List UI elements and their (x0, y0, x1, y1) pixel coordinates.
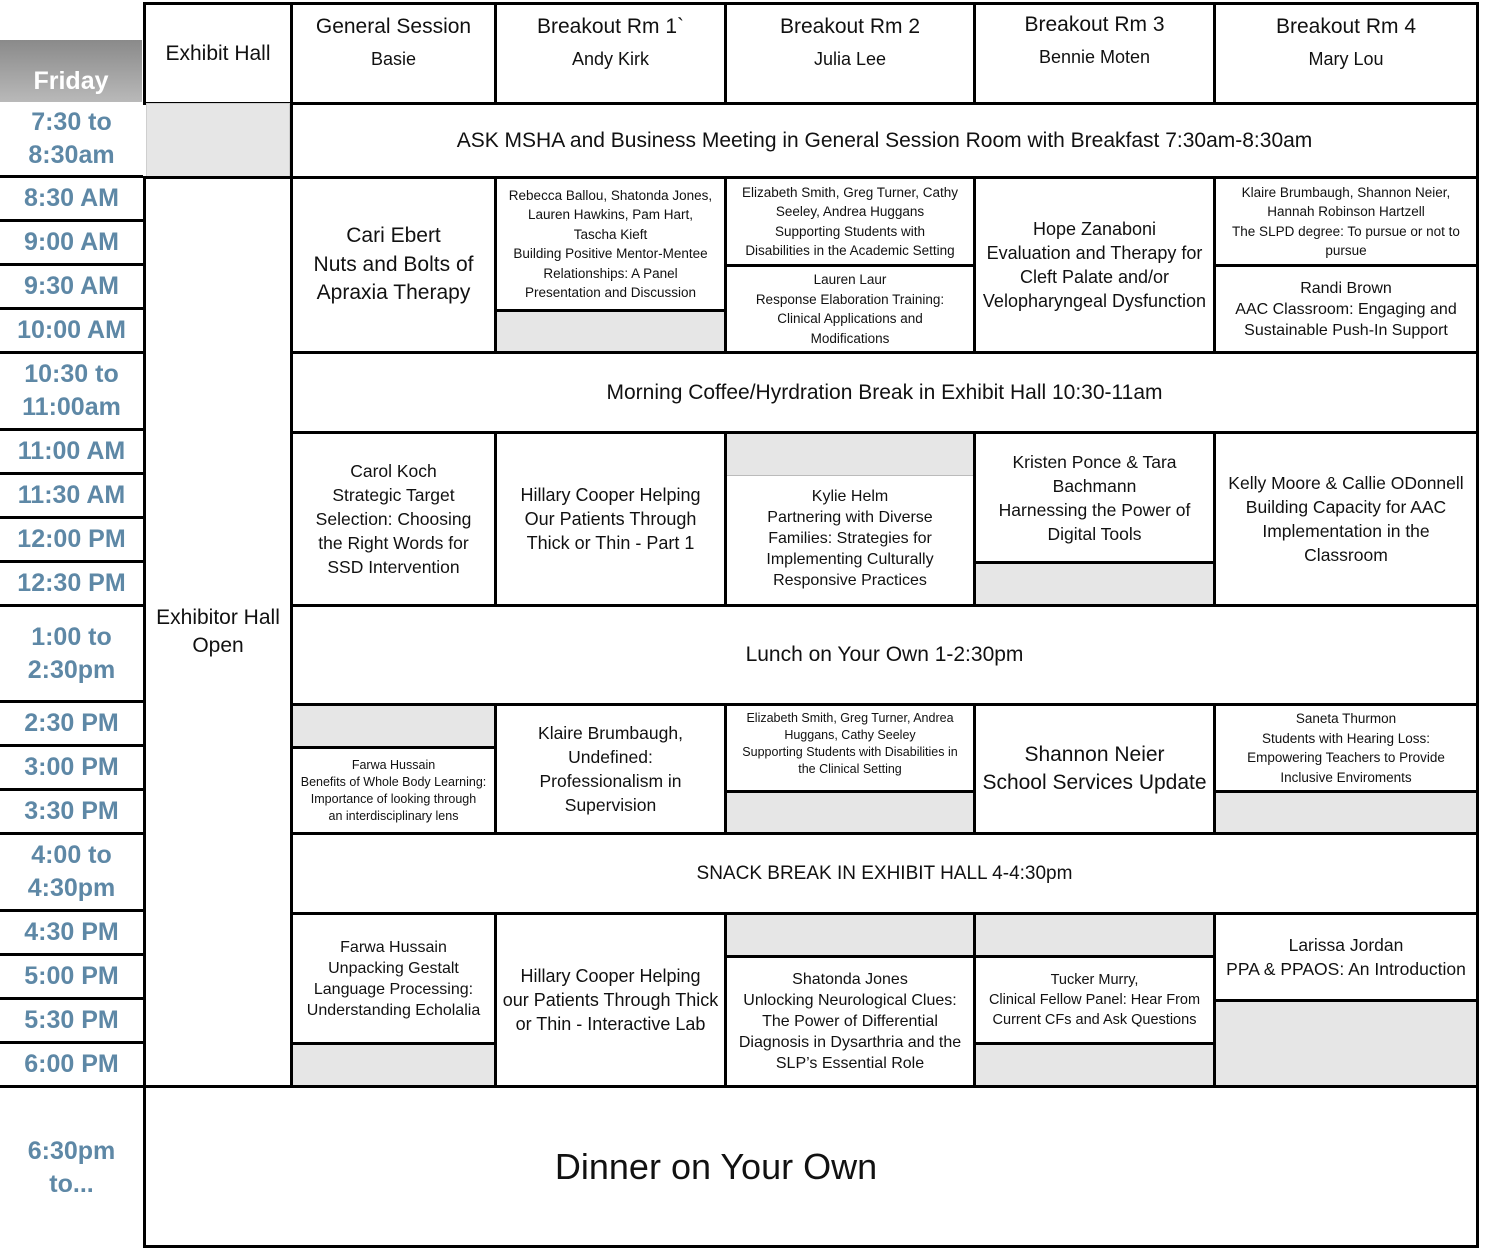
session-r4-aac-classroom (1213, 264, 1479, 354)
session-r1-mentor-mentee (494, 176, 727, 312)
time-slot-0900 (0, 222, 143, 266)
session-line: Partnering with Diverse (767, 509, 933, 526)
time-slot-1200 (0, 519, 143, 563)
session-line: Klaire Brumbaugh, Shannon Neier, (1241, 184, 1451, 200)
time-slot-1730 (0, 1000, 143, 1044)
session-line: Benefits of Whole Body Learning: (300, 774, 487, 789)
session-line: Saneta Thurmon (1295, 711, 1397, 726)
time-line: 7:30 to (31, 107, 112, 136)
session-line: or Thin - Interactive Lab (515, 1014, 706, 1034)
time-slot-1300 (0, 607, 143, 703)
session-line: Lauren Laur (813, 272, 887, 287)
session-r4-hearing-loss (1213, 703, 1479, 793)
session-line: Clinical Applications and (777, 311, 923, 326)
session-line: The SLPD degree: To pursue or not to (1232, 223, 1460, 239)
session-line: Response Elaboration Training: (755, 291, 945, 307)
session-line: Presentation and Discussion (524, 285, 697, 300)
time-slot-0830 (0, 178, 143, 222)
day-label (0, 40, 142, 102)
session-r4-building-capacity-aac (1213, 431, 1479, 607)
room-name: Bennie Moten (1038, 47, 1151, 67)
session-line: Empowering Teachers to Provide (1247, 750, 1445, 765)
time-slot-1000 (0, 310, 143, 354)
session-line: Elizabeth Smith, Greg Turner, Andrea (746, 711, 954, 725)
session-line: Velopharyngeal Dysfunction (982, 291, 1207, 311)
session-gs-pm2-empty (290, 1042, 497, 1088)
time-line: 4:30pm (27, 874, 116, 902)
session-gs-gestalt-language (290, 912, 497, 1045)
session-r1-hillary-cooper-part1 (494, 431, 727, 607)
session-line: Sustainable Push-In Support (1244, 321, 1448, 339)
time-line: 4:00 to (31, 841, 112, 869)
session-line: Current CFs and Ask Questions (992, 1012, 1197, 1028)
time-text: 3:00 PM (24, 753, 119, 781)
session-line: AAC Classroom: Engaging and (1235, 300, 1457, 318)
session-line: Importance of looking through (310, 791, 477, 806)
session-line: Digital Tools (1047, 523, 1142, 544)
session-line: Selection: Choosing (315, 509, 472, 529)
session-line: Klaire Brumbaugh, (538, 723, 683, 743)
session-r2-neurological-clues (724, 955, 976, 1088)
header-exhibit-hall (143, 2, 293, 105)
session-line: Unpacking Gestalt (328, 959, 459, 977)
session-line: Farwa Hussain (340, 938, 447, 956)
header-general-session (290, 2, 497, 105)
session-line: Tascha Kieft (573, 226, 648, 242)
session-line: Shannon Neier (1024, 742, 1165, 766)
session-gs-cari-ebert (290, 176, 497, 354)
session-line: Hillary Cooper Helping (520, 966, 701, 986)
session-line: Relationships: A Panel (543, 265, 678, 281)
time-text: 5:00 PM (24, 962, 119, 990)
session-line: Hope Zanaboni (1032, 219, 1157, 239)
session-line: Harnessing the Power of (998, 499, 1191, 520)
session-gs-pm1-empty (290, 703, 497, 749)
time-text: 9:30 AM (24, 272, 119, 300)
session-line: Hillary Cooper Helping (520, 485, 701, 505)
room-title: Breakout Rm 4 (1275, 15, 1417, 38)
session-r4-slpd-degree (1213, 176, 1479, 267)
session-line: Nuts and Bolts of (313, 252, 474, 276)
session-line: Strategic Target (332, 485, 455, 505)
session-line: Understanding Echolalia (306, 1001, 481, 1019)
session-line: pursue (1325, 243, 1367, 258)
time-slot-1830 (0, 1088, 143, 1248)
session-r3-pm2-empty-bottom (973, 1042, 1216, 1088)
exhibitor-hall-open (143, 176, 293, 1088)
time-slot-1130 (0, 475, 143, 519)
time-line: to... (49, 1170, 94, 1198)
session-line: SSD Intervention (327, 557, 460, 577)
session-line: Seeley, Andrea Huggans (775, 204, 925, 219)
session-line: Carol Koch (350, 461, 437, 481)
header-breakout-3 (973, 2, 1216, 105)
session-r3-school-services (973, 703, 1216, 835)
session-r1-am-empty (494, 309, 727, 354)
session-line: Our Patients Through (524, 509, 697, 529)
room-title: Breakout Rm 2 (779, 15, 921, 38)
session-line: Lauren Hawkins, Pam Hart, (527, 207, 694, 222)
time-slot-1600 (0, 835, 143, 912)
session-line: Larissa Jordan (1288, 935, 1404, 955)
session-r2-pm1-empty (724, 790, 976, 835)
time-slot-1800 (0, 1044, 143, 1088)
session-r2-response-elaboration (724, 264, 976, 354)
session-r2-pm2-empty (724, 912, 976, 958)
session-r3-digital-tools (973, 431, 1216, 564)
time-text: 11:00 AM (17, 437, 126, 465)
time-line: 11:00am (22, 393, 121, 421)
time-slot-1100 (0, 431, 143, 475)
session-line: Responsive Practices (773, 572, 927, 589)
time-text: 11:30 AM (17, 481, 126, 509)
session-line: our Patients Through Thick (502, 990, 719, 1010)
session-line: Unlocking Neurological Clues: (743, 992, 957, 1009)
time-text: 5:30 PM (24, 1006, 119, 1034)
time-text: 12:00 PM (17, 525, 126, 553)
session-line: Classroom (1304, 545, 1388, 565)
session-line: Huggans, Cathy Seeley (784, 728, 916, 742)
time-line: 2:30pm (27, 655, 116, 684)
band-ask-msha-text: ASK MSHA and Business Meeting in General Session Room with Breakfast 7:30am-8:30am (456, 128, 1313, 152)
session-r3-hope-zanaboni (973, 176, 1216, 354)
session-line: Kelly Moore & Callie ODonnell (1228, 473, 1464, 493)
session-r4-pm2-empty (1213, 999, 1479, 1088)
time-slot-1030 (0, 354, 143, 431)
session-line: Building Positive Mentor-Mentee (513, 246, 708, 261)
session-line: Inclusive Enviroments (1280, 769, 1412, 785)
time-line: 6:30pm (27, 1137, 116, 1165)
session-line: Tucker Murry, (1050, 972, 1139, 988)
time-slot-1700 (0, 956, 143, 1000)
session-line: Cleft Palate and/or (1019, 267, 1170, 287)
exhibit-hall-0730-empty (146, 103, 290, 178)
session-line: Hannah Robinson Hartzell (1267, 204, 1425, 219)
session-line: Building Capacity for AAC (1245, 497, 1447, 517)
session-line: Rebecca Ballou, Shatonda Jones, (508, 187, 713, 203)
session-line: Disabilities in the Academic Setting (745, 243, 955, 258)
room-name: Andy Kirk (571, 49, 650, 69)
time-slot-1500 (0, 747, 143, 791)
session-line: SLP’s Essential Role (775, 1055, 925, 1072)
session-line: Modifications (810, 330, 890, 346)
time-slot-0730 (0, 102, 143, 178)
band-ask-msha (290, 102, 1479, 179)
session-line: the Clinical Setting (798, 762, 902, 776)
session-line: Elizabeth Smith, Greg Turner, Cathy (741, 184, 959, 200)
session-line: the Right Words for (318, 533, 469, 553)
time-text: 3:30 PM (24, 797, 119, 825)
session-r2-clinical-setting (724, 703, 976, 793)
session-line: School Services Update (982, 771, 1207, 794)
session-line: Clinical Fellow Panel: Hear From (988, 992, 1201, 1008)
time-slot-0930 (0, 266, 143, 310)
day-label-text: Friday (33, 67, 109, 95)
session-line: Families: Strategies for (768, 530, 932, 547)
session-line: Implementing Culturally (766, 551, 934, 568)
session-gs-carol-koch (290, 431, 497, 607)
band-lunch (290, 604, 1479, 706)
exhibit-open-line: Open (192, 634, 244, 657)
session-line: Bachmann (1052, 475, 1137, 496)
session-line: PPA & PPAOS: An Introduction (1226, 959, 1466, 979)
time-slot-1630 (0, 912, 143, 956)
time-text: 8:30 AM (24, 184, 119, 212)
room-name: Mary Lou (1308, 49, 1384, 69)
session-line: Professionalism in (539, 771, 682, 791)
time-line: 10:30 to (24, 360, 119, 388)
session-line: Kristen Ponce & Tara (1012, 451, 1177, 472)
session-r1-hillary-cooper-lab (494, 912, 727, 1088)
band-lunch-text: Lunch on Your Own 1-2:30pm (745, 643, 1024, 666)
band-dinner-text: Dinner on Your Own (554, 1145, 878, 1187)
time-slot-1530 (0, 791, 143, 835)
session-line: Apraxia Therapy (316, 281, 471, 305)
time-line: 8:30am (28, 140, 115, 169)
session-line: Undefined: (568, 747, 653, 767)
session-line: Shatonda Jones (792, 971, 908, 988)
time-text: 6:00 PM (24, 1050, 119, 1078)
band-morning-coffee-text: Morning Coffee/Hyrdration Break in Exhibit Hall 10:30-11am (606, 380, 1163, 404)
session-line: Supporting Students with Disabilities in (742, 745, 958, 759)
session-r3-clinical-fellow-panel (973, 955, 1216, 1045)
time-line: 1:00 to (31, 622, 112, 651)
session-line: Kylie Helm (811, 488, 889, 505)
session-line: Students with Hearing Loss: (1261, 730, 1431, 746)
time-text: 4:30 PM (24, 918, 119, 946)
band-snack-text: SNACK BREAK IN EXHIBIT HALL 4-4:30pm (696, 862, 1073, 884)
session-line: Supporting Students with (774, 223, 926, 239)
time-slot-1230 (0, 563, 143, 607)
time-text: 9:00 AM (24, 228, 119, 256)
session-r2-kylie-helm (724, 473, 976, 607)
room-title: Breakout Rm 1` (536, 15, 685, 38)
band-dinner (143, 1085, 1479, 1248)
header-breakout-2 (724, 2, 976, 105)
session-line: an interdisciplinary lens (328, 808, 459, 823)
session-line: Evaluation and Therapy for (986, 243, 1203, 263)
session-r3-mid-empty (973, 561, 1216, 607)
session-r1-professionalism-supervision (494, 703, 727, 835)
room-name: Julia Lee (813, 49, 887, 69)
time-slot-1430 (0, 703, 143, 747)
session-line: Thick or Thin - Part 1 (526, 533, 695, 553)
session-line: Implementation in the (1262, 521, 1430, 541)
exhibit-open-line: Exhibitor Hall (156, 605, 280, 629)
session-line: The Power of Differential (762, 1013, 938, 1030)
header-breakout-1 (494, 2, 727, 105)
header-exhibit-hall-label: Exhibit Hall (165, 41, 271, 65)
session-line: Language Processing: (313, 980, 474, 998)
band-morning-coffee (290, 351, 1479, 434)
room-name: Basie (370, 49, 417, 69)
session-r2-mid-empty (724, 431, 976, 476)
session-line: Diagnosis in Dysarthria and the (738, 1034, 962, 1051)
session-r3-pm2-empty-top (973, 912, 1216, 958)
session-line: Farwa Hussain (351, 757, 436, 772)
time-text: 2:30 PM (24, 709, 119, 737)
band-snack (290, 832, 1479, 915)
time-text: 12:30 PM (17, 569, 126, 597)
header-breakout-4 (1213, 2, 1479, 105)
room-title: General Session (315, 15, 472, 38)
time-text: 10:00 AM (17, 316, 126, 344)
session-line: Cari Ebert (346, 224, 441, 248)
session-r2-academic-setting (724, 176, 976, 267)
session-gs-whole-body-learning (290, 746, 497, 835)
room-title: Breakout Rm 3 (1024, 13, 1165, 36)
session-r4-pm1-empty (1213, 790, 1479, 835)
session-line: Supervision (564, 795, 657, 815)
session-line: Randi Brown (1300, 279, 1392, 297)
session-r4-ppa-ppaos (1213, 912, 1479, 1002)
